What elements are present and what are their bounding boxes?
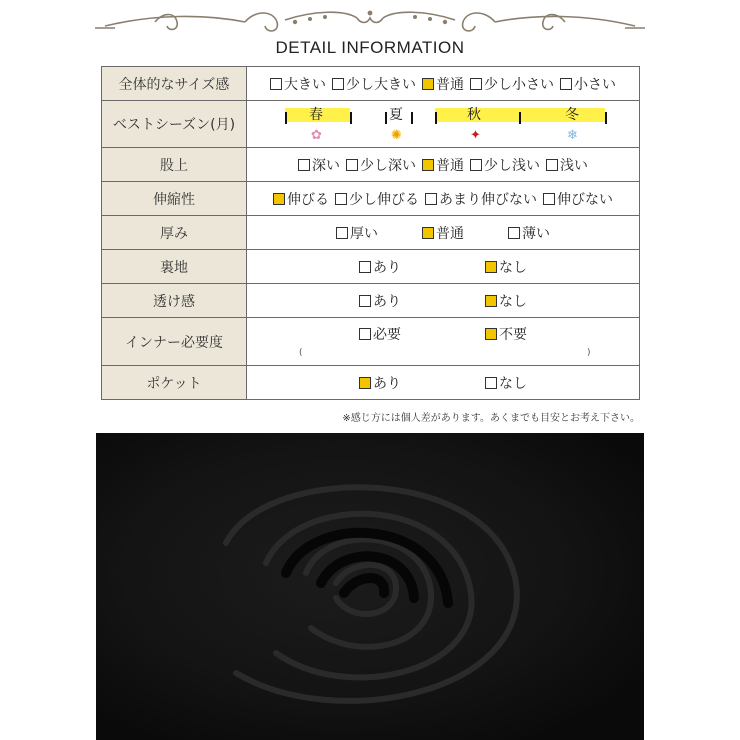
checked-box-icon	[485, 261, 497, 273]
checkbox-icon	[470, 159, 482, 171]
sunflower-icon: ✺	[391, 128, 402, 143]
option: あり	[359, 373, 401, 393]
checkbox-icon	[543, 193, 555, 205]
option: 少し小さい	[470, 74, 554, 94]
paren-close: )	[587, 348, 591, 358]
row-label: インナー必要度	[102, 318, 247, 366]
paren-open: (	[299, 348, 303, 358]
disclaimer-note: ※感じ方には個人差があります。あくまでも目安とお考え下さい。	[342, 413, 640, 424]
checked-box-icon	[485, 328, 497, 340]
checkbox-icon	[298, 159, 310, 171]
table-row	[102, 148, 640, 182]
checked-box-icon	[422, 227, 434, 239]
option: 少し浅い	[470, 155, 540, 175]
table-row	[102, 216, 640, 250]
season-autumn: 秋	[467, 107, 481, 123]
row-label: 全体的なサイズ感	[102, 67, 247, 101]
option: 不要	[485, 324, 527, 344]
table-row	[102, 318, 640, 366]
checked-box-icon	[422, 78, 434, 90]
option: 普通	[422, 74, 464, 94]
table-row	[102, 182, 640, 216]
page-title: DETAIL INFORMATION	[275, 38, 465, 57]
checked-box-icon	[485, 295, 497, 307]
checkbox-icon	[425, 193, 437, 205]
row-label: 伸縮性	[102, 182, 247, 216]
maple-leaf-icon: ✦	[470, 128, 481, 143]
option: 少し深い	[346, 155, 416, 175]
season-scale	[247, 101, 639, 147]
fabric-texture-image	[96, 433, 644, 740]
option: なし	[485, 257, 527, 277]
option: 普通	[422, 223, 464, 243]
table-row	[102, 366, 640, 400]
checked-box-icon	[422, 159, 434, 171]
checkbox-icon	[336, 227, 348, 239]
option: あまり伸びない	[425, 189, 537, 209]
option: あり	[359, 257, 401, 277]
option: 普通	[422, 155, 464, 175]
decorative-ornament	[95, 4, 645, 34]
option: あり	[359, 291, 401, 311]
season-winter: 冬	[565, 107, 579, 123]
checkbox-icon	[485, 377, 497, 389]
option: 少し大きい	[332, 74, 416, 94]
checkbox-icon	[335, 193, 347, 205]
checkbox-icon	[546, 159, 558, 171]
option: 伸びる	[273, 189, 329, 209]
table-row	[102, 284, 640, 318]
checked-box-icon	[359, 377, 371, 389]
table-row	[102, 67, 640, 101]
option: 薄い	[508, 223, 550, 243]
checkbox-icon	[270, 78, 282, 90]
option: 必要	[359, 324, 401, 344]
detail-table	[101, 66, 640, 400]
checkbox-icon	[346, 159, 358, 171]
option: なし	[485, 291, 527, 311]
option: 浅い	[546, 155, 588, 175]
checkbox-icon	[359, 261, 371, 273]
checkbox-icon	[332, 78, 344, 90]
table-row	[102, 101, 640, 148]
option: なし	[485, 373, 527, 393]
season-summer: 夏	[389, 107, 403, 123]
row-label: 股上	[102, 148, 247, 182]
row-label: 厚み	[102, 216, 247, 250]
fabric-photo	[96, 433, 644, 740]
option: 厚い	[336, 223, 378, 243]
option: 伸びない	[543, 189, 613, 209]
checkbox-icon	[359, 295, 371, 307]
season-spring: 春	[309, 107, 323, 123]
row-label: ベストシーズン(月)	[102, 101, 247, 148]
flower-icon: ✿	[311, 128, 322, 143]
option: 小さい	[560, 74, 616, 94]
checkbox-icon	[359, 328, 371, 340]
checkbox-icon	[470, 78, 482, 90]
checkbox-icon	[508, 227, 520, 239]
option: 深い	[298, 155, 340, 175]
option: 少し伸びる	[335, 189, 419, 209]
row-label: 透け感	[102, 284, 247, 318]
row-label: 裏地	[102, 250, 247, 284]
option: 大きい	[270, 74, 326, 94]
checked-box-icon	[273, 193, 285, 205]
checkbox-icon	[560, 78, 572, 90]
row-label: ポケット	[102, 366, 247, 400]
table-row	[102, 250, 640, 284]
snowflake-icon: ❄	[567, 128, 578, 143]
